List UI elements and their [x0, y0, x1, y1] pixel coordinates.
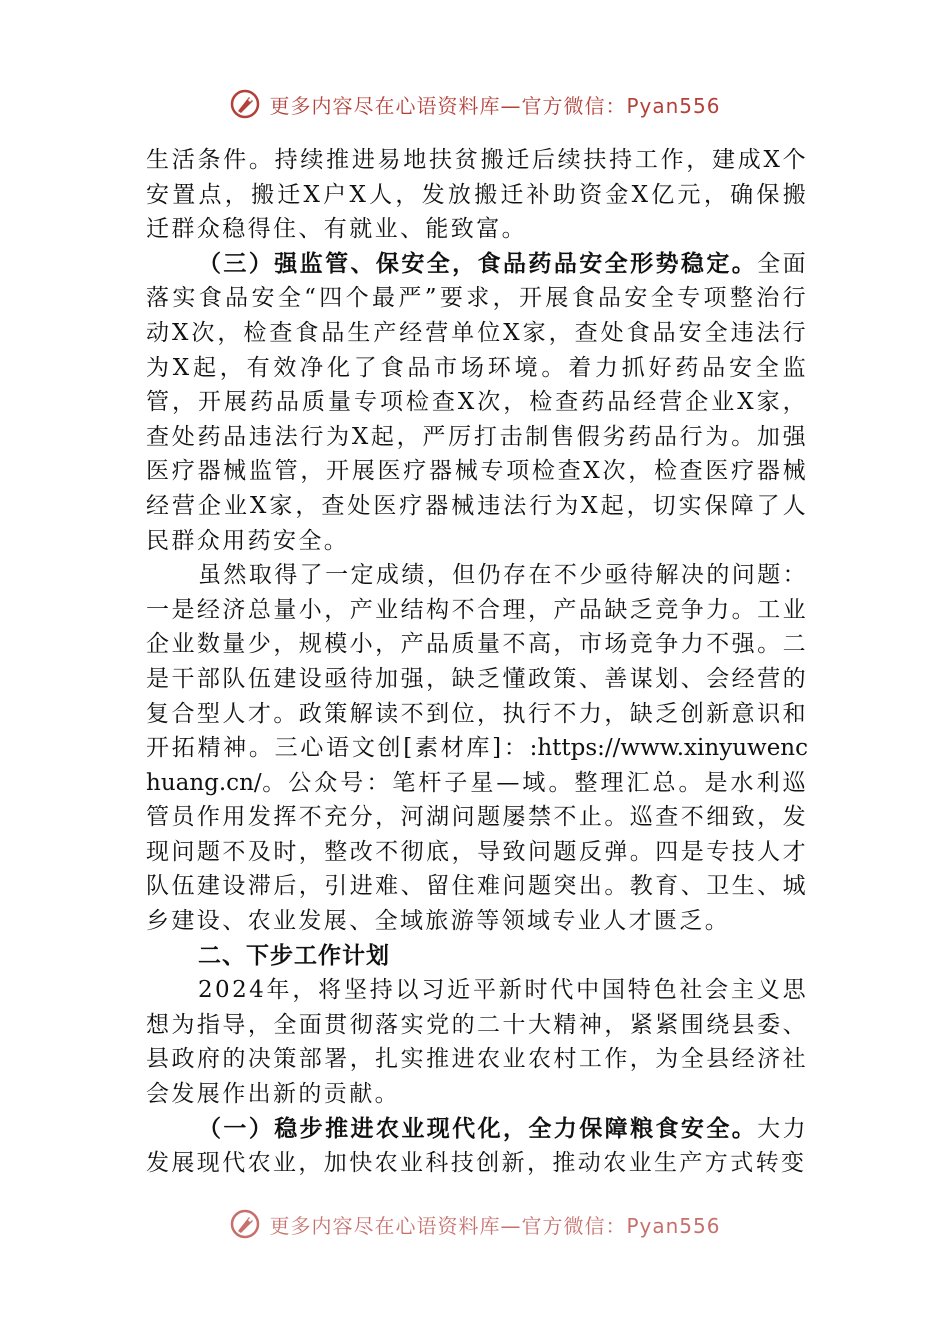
paragraph-text: 。公众号：笔杆子星—域。整理汇总。是水利巡管员作用发挥不充分，河湖问题屡禁不止。巡查不细致，发现问题不及时，整改不彻底，导致问题反弹。四是专技人才队伍建设滞后，引进难、留住难问题突出。教育、卫生、城乡建设、农业发展、全域旅游等领域专业人才匮乏。 [146, 769, 808, 935]
paragraph-continuation: 生活条件。持续推进易地扶贫搬迁后续扶持工作，建成X个安置点，搬迁X户X人，发放搬迁补助资金X亿元，确保搬迁群众稳得住、有就业、能致富。 [146, 147, 808, 243]
watermark-text: 更多内容尽在心语资料库—官方微信：Pyan556 [269, 93, 721, 118]
paragraph-text: 大力发展现代农业，加快农业科技创新，推动农业生产方式转变 [146, 1115, 808, 1177]
pen-nib-circle-logo-icon [229, 88, 261, 120]
document-body [146, 143, 808, 1181]
pen-nib-circle-logo-icon [229, 1208, 261, 1240]
source-url: :https://www.xinyuwenchuang.cn/ [146, 735, 808, 796]
watermark-banner-top [0, 86, 950, 122]
paragraph-problems [146, 558, 808, 939]
watermark-banner-bottom [0, 1206, 950, 1242]
paragraph-text: 虽然取得了一定成绩，但仍存在不少亟待解决的问题：一是经济总量小，产业结构不合理，产品缺乏竞争力。工业企业数量少，规模小，产品质量不高，市场竞争力不强。二是干部队伍建设亟待加强，缺乏懂政策、善谋划、会经营的复合型人才。政策解读不到位，执行不力，缺乏创新意识和开拓精神。三心语文创[素材库]： [146, 562, 808, 762]
paragraph-agri-modernization [146, 1112, 808, 1181]
subsection-lead: （一）稳步推进农业现代化，全力保障粮食安全。 [198, 1114, 758, 1142]
section-heading: 二、下步工作计划 [198, 942, 390, 969]
paragraph-plan-intro: 2024年，将坚持以习近平新时代中国特色社会主义思想为指导，全面贯彻落实党的二十大精神，紧紧围绕县委、县政府的决策部署，扎实推进农业农村工作，为全县经济社会发展作出新的贡献。 [146, 977, 808, 1108]
watermark-text: 更多内容尽在心语资料库—官方微信：Pyan556 [269, 1213, 721, 1238]
paragraph-food-drug-safety [146, 247, 808, 558]
paragraph-text: 全面落实食品安全“四个最严”要求，开展食品安全专项整治行动X次，检查食品生产经营单位X家，查处食品安全违法行为X起，有效净化了食品市场环境。着力抓好药品安全监管，开展药品质量专项检查X次，检查药品经营企业X家，查处药品违法行为X起，严厉打击制售假劣药品行为。加强医疗器械监管，开展医疗器械专项检查X次，检查医疗器械经营企业X家，查处医疗器械违法行为X起，切实保障了人民群众用药安全。 [146, 250, 808, 554]
subsection-lead: （三）强监管、保安全，食品药品安全形势稳定。 [198, 249, 758, 277]
